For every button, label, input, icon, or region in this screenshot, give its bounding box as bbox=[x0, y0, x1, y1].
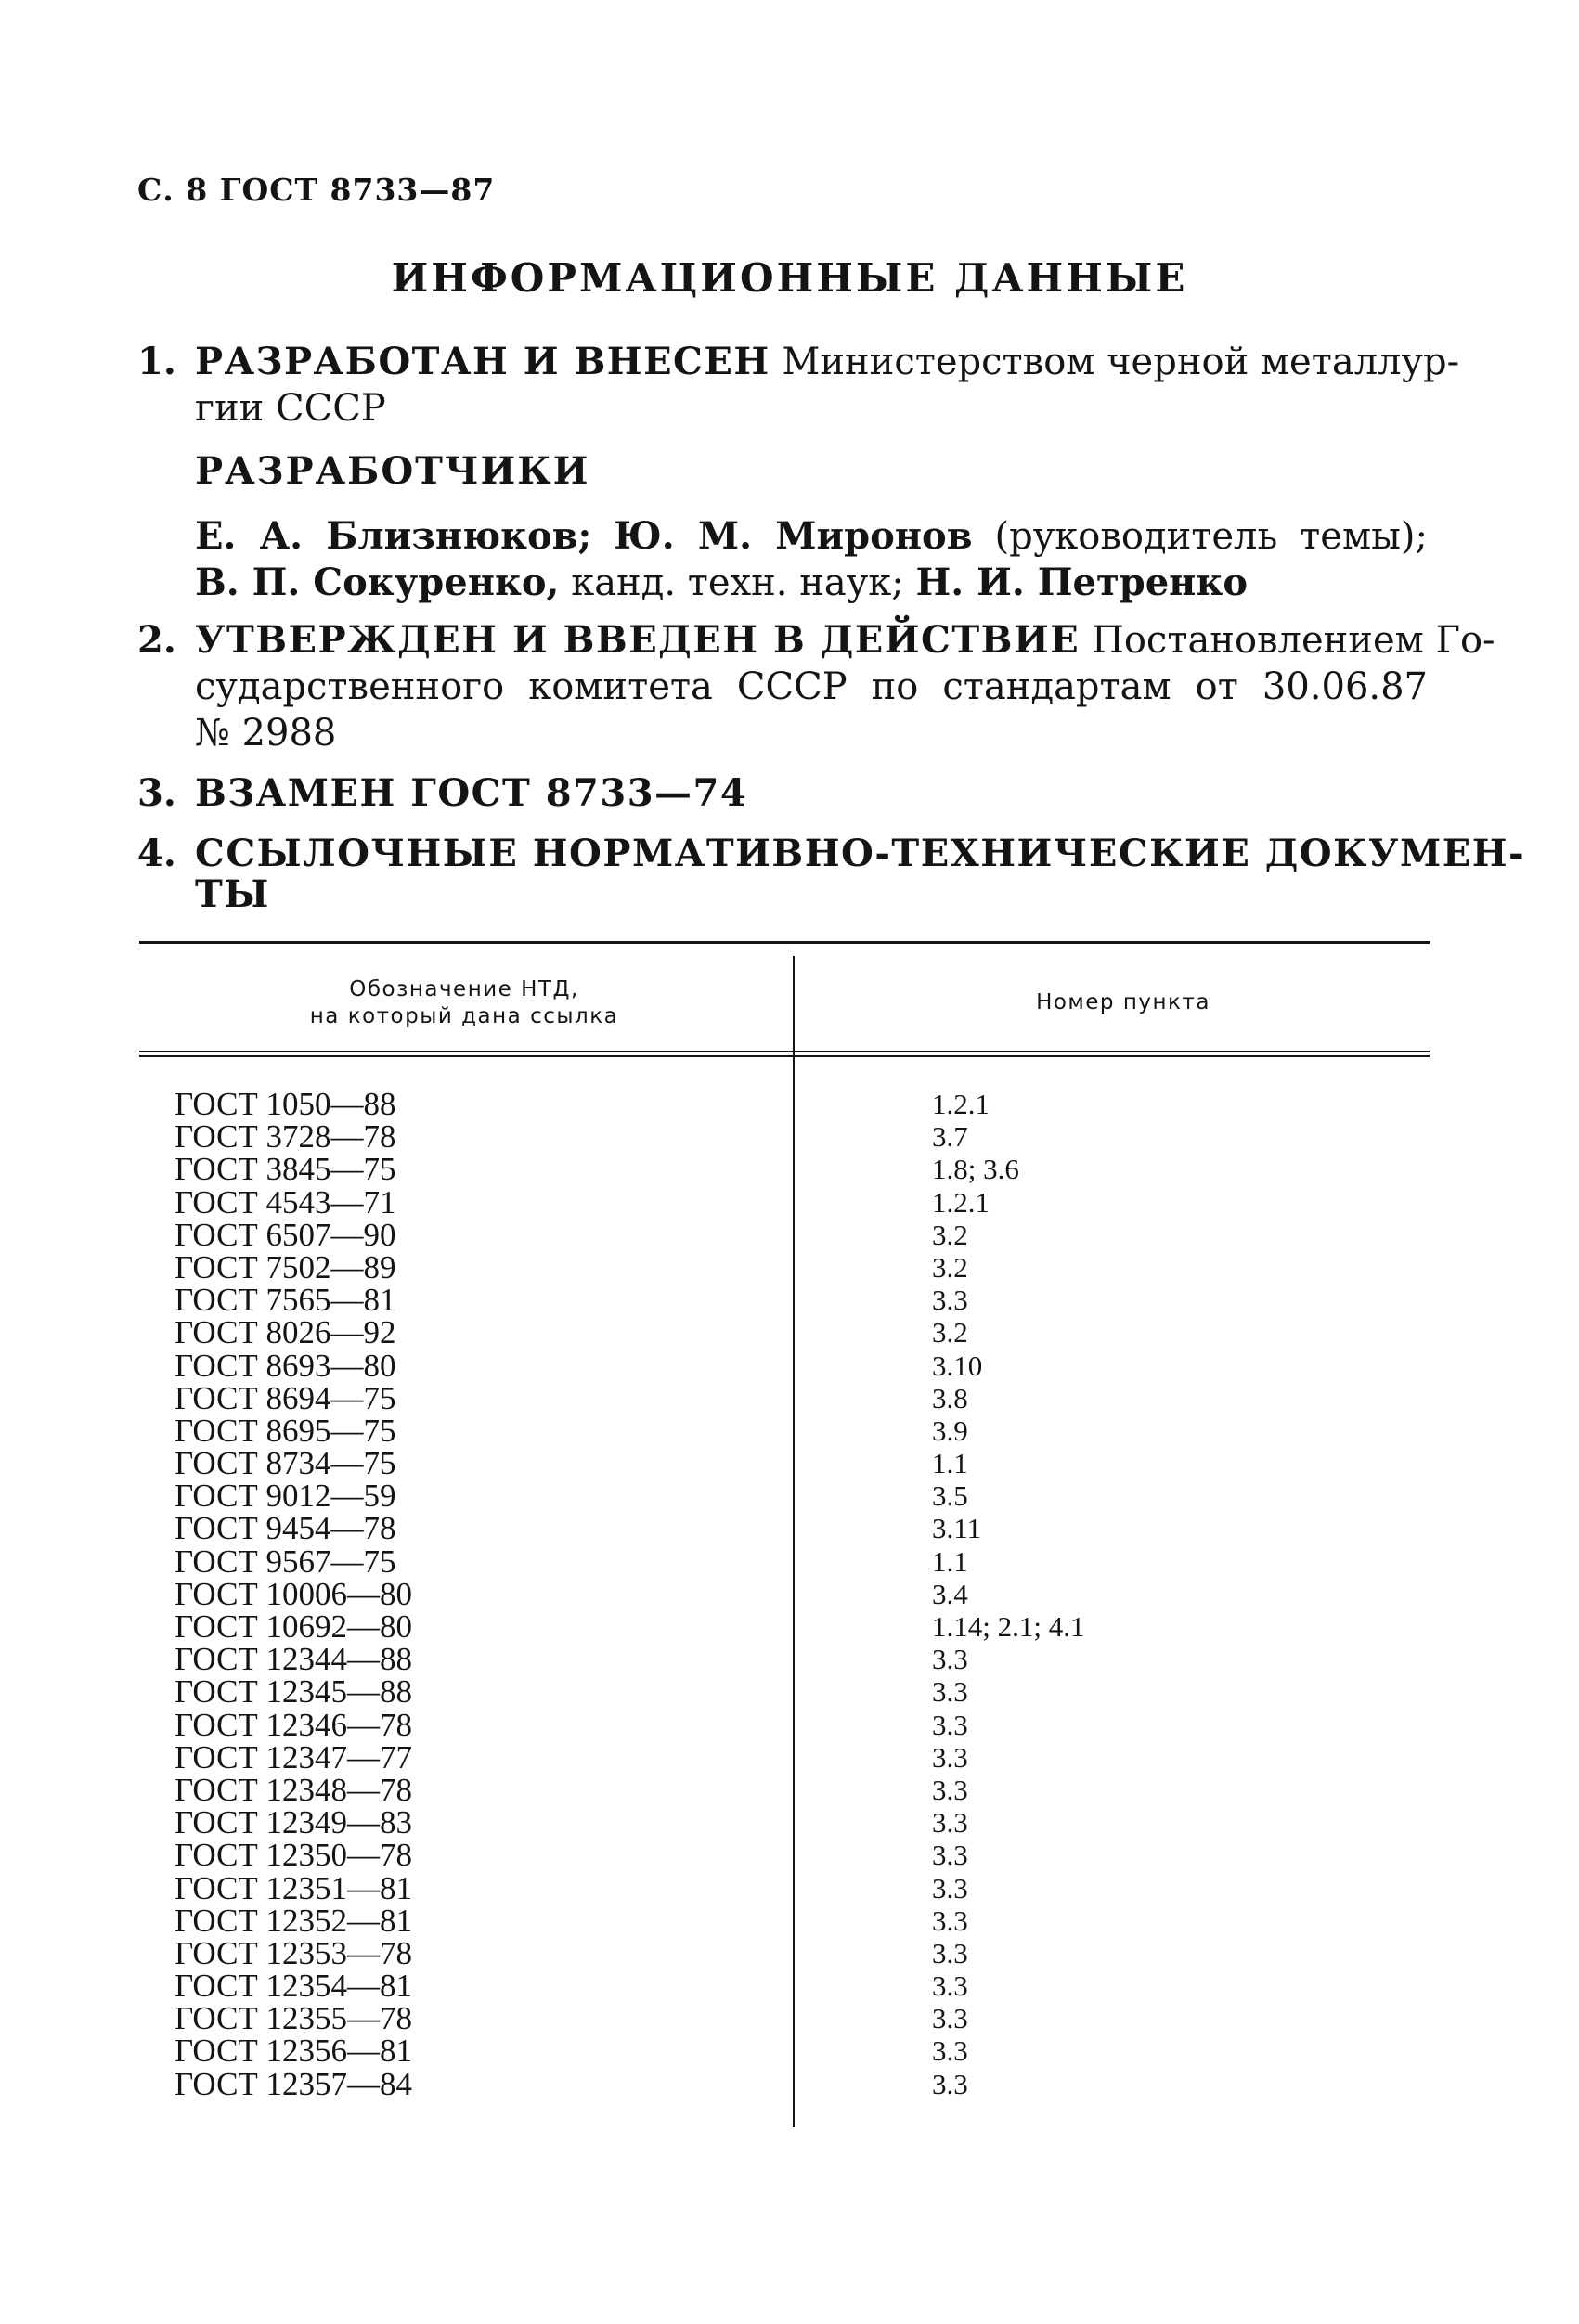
table-row-item: 3.2 bbox=[932, 1250, 968, 1284]
table-row-doc: ГОСТ 12344—88 bbox=[175, 1641, 413, 1678]
table-row-doc: ГОСТ 10692—80 bbox=[175, 1608, 413, 1645]
table-row-item: 3.3 bbox=[932, 2034, 968, 2068]
section-4-label-1: ССЫЛОЧНЫЕ НОРМАТИВНО-ТЕХНИЧЕСКИЕ ДОКУМЕН- bbox=[195, 832, 1526, 875]
page-header: С. 8 ГОСТ 8733—87 bbox=[137, 172, 496, 208]
section-1-number: 1. bbox=[137, 340, 176, 383]
table-row-doc: ГОСТ 12350—78 bbox=[175, 1837, 413, 1874]
table-row-doc: ГОСТ 3728—78 bbox=[175, 1118, 396, 1156]
developer-3: В. П. Сокуренко, bbox=[195, 561, 560, 604]
table-row-doc: ГОСТ 10006—80 bbox=[175, 1575, 413, 1612]
table-row-doc: ГОСТ 1050—88 bbox=[175, 1086, 396, 1122]
table-row-item: 3.10 bbox=[932, 1349, 983, 1382]
table-row-doc: ГОСТ 12352—81 bbox=[175, 1902, 413, 1939]
section-1-text-2: гии СССР bbox=[195, 387, 386, 430]
table-row-doc: ГОСТ 4543—71 bbox=[175, 1183, 396, 1220]
table-col2-header: Номер пункта bbox=[1036, 990, 1210, 1014]
table-row-item: 3.8 bbox=[932, 1381, 968, 1414]
section-1-text-1: Министерством черной металлур- bbox=[782, 341, 1460, 383]
table-row-item: 3.3 bbox=[932, 1643, 968, 1676]
developer-3-degree: канд. техн. наук; bbox=[571, 562, 904, 604]
page-title: ИНФОРМАЦИОННЫЕ ДАННЫЕ bbox=[391, 255, 1188, 301]
table-row-doc: ГОСТ 12357—84 bbox=[175, 2065, 413, 2102]
table-row-doc: ГОСТ 12355—78 bbox=[175, 2000, 413, 2037]
table-row-doc: ГОСТ 8693—80 bbox=[175, 1347, 396, 1384]
table-row-doc: ГОСТ 6507—90 bbox=[175, 1216, 396, 1253]
table-row-item: 3.9 bbox=[932, 1414, 968, 1447]
table-col1-header bbox=[186, 976, 743, 1030]
section-3-number: 3. bbox=[137, 771, 176, 815]
table-row-item: 3.3 bbox=[932, 1969, 968, 2003]
section-1-line2 bbox=[195, 385, 1428, 432]
table-row-item: 3.3 bbox=[932, 1806, 968, 1840]
table-col1-header-line2: на который дана ссылка bbox=[309, 1004, 619, 1028]
table-row-item: 3.2 bbox=[932, 1218, 968, 1251]
table-row-item: 1.2.1 bbox=[932, 1185, 990, 1219]
table-row-doc: ГОСТ 9012—59 bbox=[175, 1478, 396, 1515]
developer-1: Е. А. Близнюков; bbox=[195, 514, 592, 558]
table-row-item: 3.3 bbox=[932, 2067, 968, 2100]
table-item-column bbox=[932, 1088, 1084, 2100]
table-row-item: 3.3 bbox=[932, 1740, 968, 1774]
section-3-label: ВЗАМЕН ГОСТ 8733—74 bbox=[195, 771, 748, 815]
section-2-text-3: № 2988 bbox=[195, 712, 337, 755]
table-row-doc: ГОСТ 12349—83 bbox=[175, 1804, 413, 1841]
table-row-item: 3.4 bbox=[932, 1577, 968, 1610]
table-row-doc: ГОСТ 12354—81 bbox=[175, 1968, 413, 2005]
table-row-doc: ГОСТ 12351—81 bbox=[175, 1869, 413, 1906]
table-col1-header-line1: Обозначение НТД, bbox=[349, 977, 579, 1001]
table-row-doc: ГОСТ 12346—78 bbox=[175, 1706, 413, 1743]
table-row-item: 3.3 bbox=[932, 2002, 968, 2035]
table-row-doc: ГОСТ 12356—81 bbox=[175, 2033, 413, 2070]
table-row-item: 3.11 bbox=[932, 1512, 982, 1545]
section-1-label: РАЗРАБОТАН И ВНЕСЕН bbox=[195, 340, 770, 383]
table-row-item: 3.3 bbox=[932, 1839, 968, 1872]
table-row-item: 1.1 bbox=[932, 1447, 968, 1480]
table-row-doc: ГОСТ 8734—75 bbox=[175, 1445, 396, 1482]
developers-heading: РАЗРАБОТЧИКИ bbox=[195, 449, 590, 493]
table-row-doc: ГОСТ 12345—88 bbox=[175, 1673, 413, 1711]
table-row-doc: ГОСТ 7502—89 bbox=[175, 1248, 396, 1285]
table-row-doc: ГОСТ 8026—92 bbox=[175, 1314, 396, 1351]
table-row-doc: ГОСТ 8694—75 bbox=[175, 1379, 396, 1416]
table-row-doc: ГОСТ 12353—78 bbox=[175, 1934, 413, 1971]
developers-line2 bbox=[195, 560, 1428, 606]
table-row-item: 3.3 bbox=[932, 1708, 968, 1741]
table-row-item: 1.8; 3.6 bbox=[932, 1153, 1019, 1186]
table-header-rule-1 bbox=[139, 1051, 1430, 1052]
table-row-item: 3.3 bbox=[932, 1871, 968, 1904]
table-row-item: 3.3 bbox=[932, 1936, 968, 1969]
table-row-doc: ГОСТ 8695—75 bbox=[175, 1412, 396, 1449]
table-row-item: 1.1 bbox=[932, 1544, 968, 1578]
table-row-item: 3.7 bbox=[932, 1120, 968, 1154]
section-2-text-2: сударственного комитета СССР по стандартам от 30.06.87 bbox=[195, 665, 1428, 708]
table-row-doc: ГОСТ 9454—78 bbox=[175, 1510, 396, 1547]
section-4-label-2: ТЫ bbox=[195, 872, 270, 916]
table-row-item: 1.14; 2.1; 4.1 bbox=[932, 1610, 1085, 1643]
section-4-number: 4. bbox=[137, 832, 176, 875]
table-row-item: 3.2 bbox=[932, 1316, 968, 1349]
table-row-doc: ГОСТ 12347—77 bbox=[175, 1738, 413, 1775]
developer-4: Н. И. Петренко bbox=[915, 561, 1249, 604]
table-header-rule-2 bbox=[139, 1055, 1430, 1057]
section-2-number: 2. bbox=[137, 618, 176, 662]
table-column-divider bbox=[793, 956, 795, 2127]
table-doc-column bbox=[175, 1088, 412, 2100]
developers-line1 bbox=[195, 513, 1428, 560]
section-2-line1 bbox=[195, 617, 1495, 664]
table-row-item: 3.3 bbox=[932, 1773, 968, 1806]
table-row-doc: ГОСТ 9567—75 bbox=[175, 1543, 396, 1580]
developer-2: Ю. М. Миронов bbox=[614, 514, 973, 558]
table-row-doc: ГОСТ 12348—78 bbox=[175, 1771, 413, 1808]
table-row-item: 3.5 bbox=[932, 1479, 968, 1513]
table-top-rule bbox=[139, 941, 1430, 944]
table-row-doc: ГОСТ 7565—81 bbox=[175, 1282, 396, 1319]
section-2-label: УТВЕРЖДЕН И ВВЕДЕН В ДЕЙСТВИЕ bbox=[195, 618, 1081, 662]
table-row-item: 1.2.1 bbox=[932, 1088, 990, 1120]
table-row-item: 3.3 bbox=[932, 1904, 968, 1937]
table-row-item: 3.3 bbox=[932, 1284, 968, 1317]
table-row-item: 3.3 bbox=[932, 1675, 968, 1709]
developer-2-note: (руководитель темы); bbox=[994, 515, 1429, 558]
section-1-line1 bbox=[195, 339, 1460, 385]
table-row-doc: ГОСТ 3845—75 bbox=[175, 1151, 396, 1188]
section-2-text-1: Постановлением Го- bbox=[1091, 619, 1495, 662]
